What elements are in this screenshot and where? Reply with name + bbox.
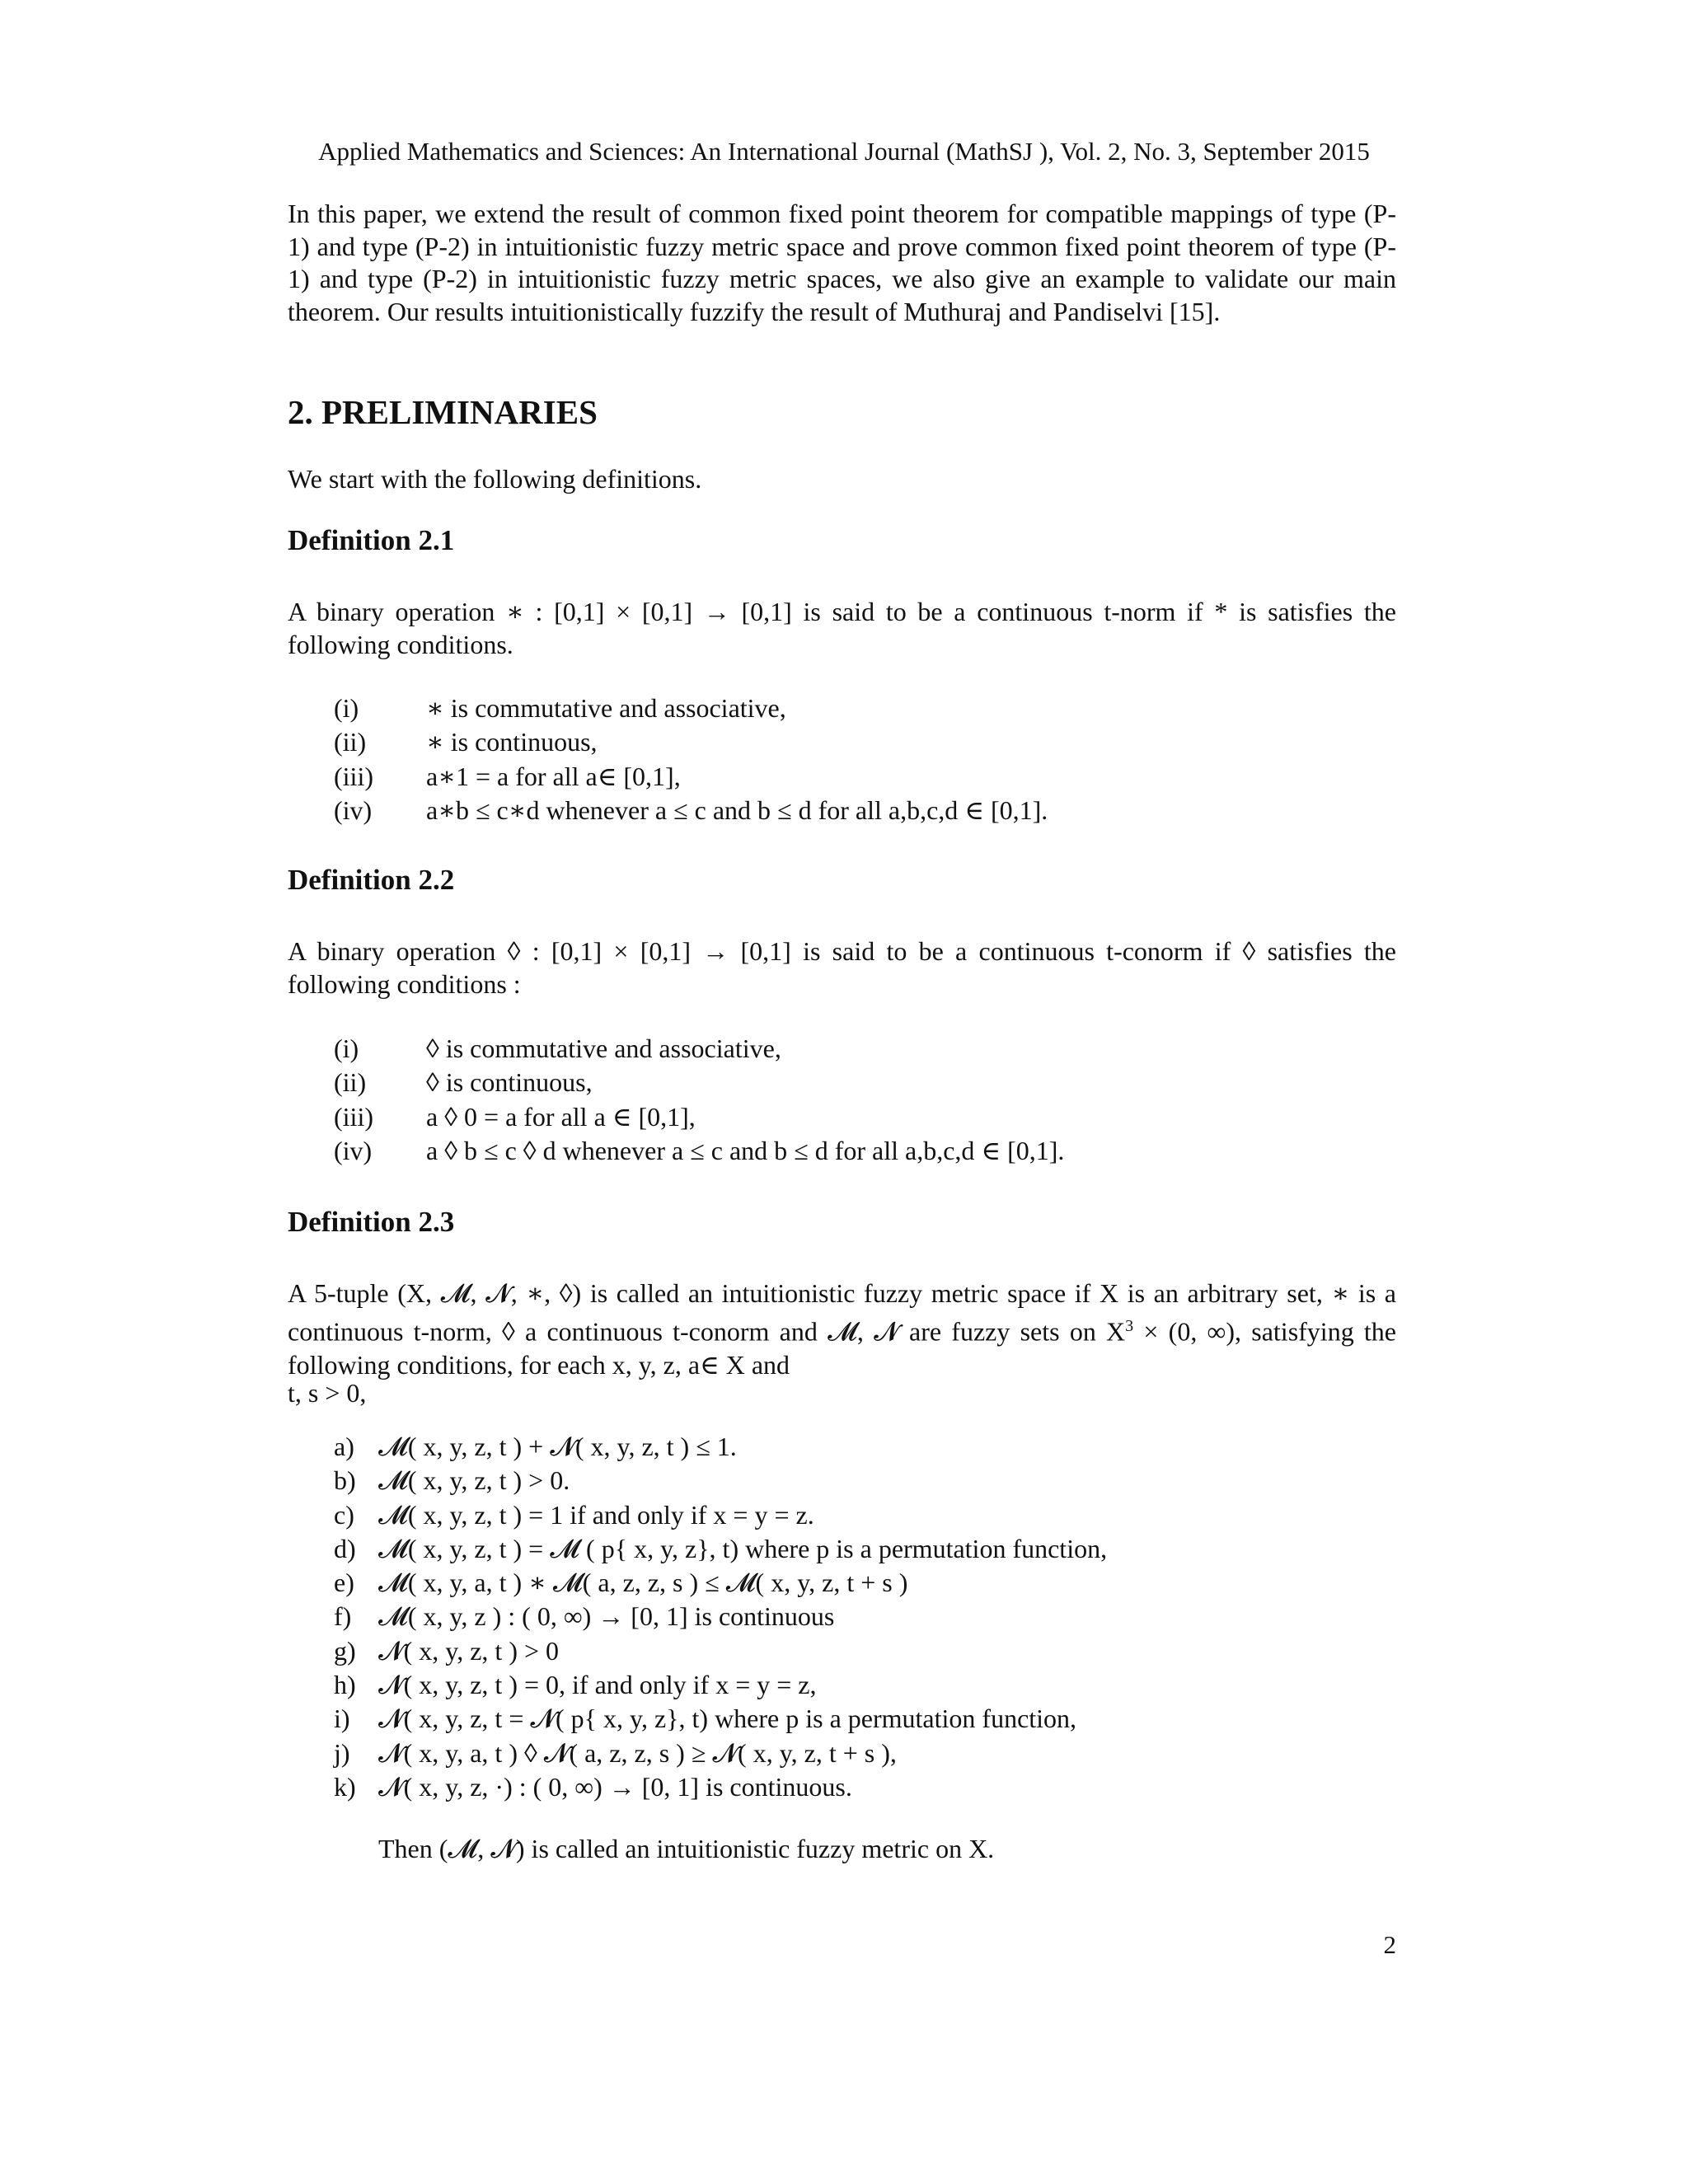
list-item	[334, 1600, 1405, 1633]
running-header: Applied Mathematics and Sciences: An International Journal (MathSJ ), Vol. 2, No. 3, September 2015	[318, 137, 1370, 166]
item-marker: f)	[334, 1601, 352, 1632]
item-text: ◊ is commutative and associative,	[426, 1033, 781, 1063]
list-item	[334, 1134, 1405, 1168]
list-item	[334, 1066, 1405, 1099]
item-text: ∗ is commutative and associative,	[426, 693, 786, 723]
item-text: 𝓜( x, y, z ) : ( 0, ∞) → [0, 1] is continuous	[378, 1601, 835, 1632]
list-item	[334, 1532, 1405, 1566]
item-marker: (iv)	[334, 794, 373, 825]
list-item	[334, 1464, 1405, 1497]
item-marker: a)	[334, 1432, 354, 1461]
item-text: 𝓜( x, y, z, t ) = 𝓜 ( p{ x, y, z}, t) where p is a permutation function,	[378, 1533, 1108, 1563]
list-item	[334, 691, 1405, 725]
body-text: × (0, ∞), satisfying the following conditions, for each x, y, z, a∈ X and	[288, 1316, 1397, 1380]
item-text: a ◊ b ≤ c ◊ d whenever a ≤ c and b ≤ d for all a,b,c,d ∈ [0,1].	[426, 1135, 1065, 1165]
item-marker: c)	[334, 1499, 354, 1530]
item-marker: i)	[334, 1704, 350, 1734]
item-marker: (iii)	[334, 1101, 373, 1132]
item-marker: (iv)	[334, 1135, 373, 1165]
definition-2-1-body: A binary operation ∗ : [0,1] × [0,1] → [0,1] is said to be a continuous t-norm if * is satisfies the following conditions.	[288, 597, 1396, 659]
item-marker: j)	[334, 1737, 350, 1768]
item-text: a∗1 = a for all a∈ [0,1],	[426, 761, 681, 791]
item-text: ∗ is continuous,	[426, 727, 598, 757]
item-text: 𝓝( x, y, z, ·) : ( 0, ∞) → [0, 1] is continuous.	[378, 1771, 852, 1802]
list-item	[334, 1634, 1405, 1668]
item-marker: g)	[334, 1635, 356, 1666]
superscript: 3	[1125, 1317, 1134, 1335]
item-text: 𝓝( x, y, z, t ) > 0	[378, 1635, 560, 1666]
definition-2-2-body: A binary operation ◊ : [0,1] × [0,1] → [0,1] is said to be a continuous t-conorm if ◊ satisfies the following conditions :	[288, 936, 1396, 999]
item-marker: h)	[334, 1670, 356, 1700]
item-marker: b)	[334, 1465, 356, 1496]
item-marker: (ii)	[334, 1067, 367, 1098]
definition-2-3-conditions	[334, 1430, 1405, 1804]
item-text: a ◊ 0 = a for all a ∈ [0,1],	[426, 1101, 696, 1132]
list-item	[334, 1566, 1405, 1600]
definition-2-2-conditions	[334, 1032, 1405, 1168]
item-text: 𝓜( x, y, z, t ) = 1 if and only if x = y = z.	[378, 1499, 814, 1530]
list-item	[334, 1430, 1405, 1464]
item-marker: k)	[334, 1771, 356, 1802]
item-marker: (iii)	[334, 761, 373, 791]
definition-2-1-heading: Definition 2.1	[288, 524, 455, 556]
definition-2-1-conditions	[334, 691, 1405, 827]
item-marker: (i)	[334, 693, 359, 723]
list-item	[334, 760, 1405, 794]
page-number: 2	[1383, 1930, 1396, 1959]
item-text: ◊ is continuous,	[426, 1067, 593, 1098]
list-item	[334, 794, 1405, 827]
list-item	[334, 1702, 1405, 1736]
item-marker: e)	[334, 1568, 354, 1598]
item-text: 𝓝( x, y, a, t ) ◊ 𝓝( a, z, z, s ) ≥ 𝓝( x, y, z, t + s ),	[378, 1737, 897, 1768]
definition-2-3-heading: Definition 2.3	[288, 1206, 455, 1238]
list-item	[334, 1770, 1405, 1804]
item-marker: (ii)	[334, 727, 367, 757]
list-item	[334, 1498, 1405, 1532]
definition-2-3-body	[288, 1277, 1396, 1381]
intro-paragraph: In this paper, we extend the result of common fixed point theorem for compatible mappings of type (P-1) and type (P-2) in intuitionistic fuzzy metric space and prove common fixed point theorem of type (P-1) and type (P-2) in intuitionistic fuzzy metric spaces, we also give an example to validate our main theorem. Our results intuitionistically fuzzify the result of Muthuraj and Pandiselvi [15].	[288, 199, 1396, 326]
list-item	[334, 1100, 1405, 1134]
list-item	[334, 1668, 1405, 1702]
item-text: 𝓜( x, y, a, t ) ∗ 𝓜( a, z, z, s ) ≤ 𝓜( x, y, z, t + s )	[378, 1568, 908, 1598]
item-text: 𝓜( x, y, z, t ) + 𝓝( x, y, z, t ) ≤ 1.	[378, 1432, 737, 1461]
item-text: 𝓜( x, y, z, t ) > 0.	[378, 1465, 570, 1496]
definition-2-2-heading: Definition 2.2	[288, 864, 455, 896]
definition-2-3-conclusion: Then (𝓜, 𝓝) is called an intuitionistic fuzzy metric on X.	[378, 1834, 995, 1863]
item-text: a∗b ≤ c∗d whenever a ≤ c and b ≤ d for all a,b,c,d ∈ [0,1].	[426, 794, 1048, 825]
item-text: 𝓝( x, y, z, t ) = 0, if and only if x = y = z,	[378, 1670, 817, 1700]
definition-2-3-quantifier: t, s > 0,	[288, 1378, 367, 1408]
list-item	[334, 1736, 1405, 1770]
item-marker: d)	[334, 1533, 356, 1563]
item-text: 𝓝( x, y, z, t = 𝓝( p{ x, y, z}, t) where p is a permutation function,	[378, 1704, 1077, 1734]
item-marker: (i)	[334, 1033, 359, 1063]
body-text: A 5-tuple (X, 𝓜, 𝓝, ∗, ◊) is called an intuitionistic fuzzy metric space if X is an arbitrary set, ∗ is a continuous t-norm, ◊ a continuous t-conorm and 𝓜, 𝓝 are fuzzy sets on X	[288, 1278, 1396, 1347]
list-item	[334, 1032, 1405, 1066]
list-item	[334, 725, 1405, 759]
section-lead: We start with the following definitions.	[288, 464, 702, 494]
section-heading: 2. PRELIMINARIES	[288, 393, 598, 431]
